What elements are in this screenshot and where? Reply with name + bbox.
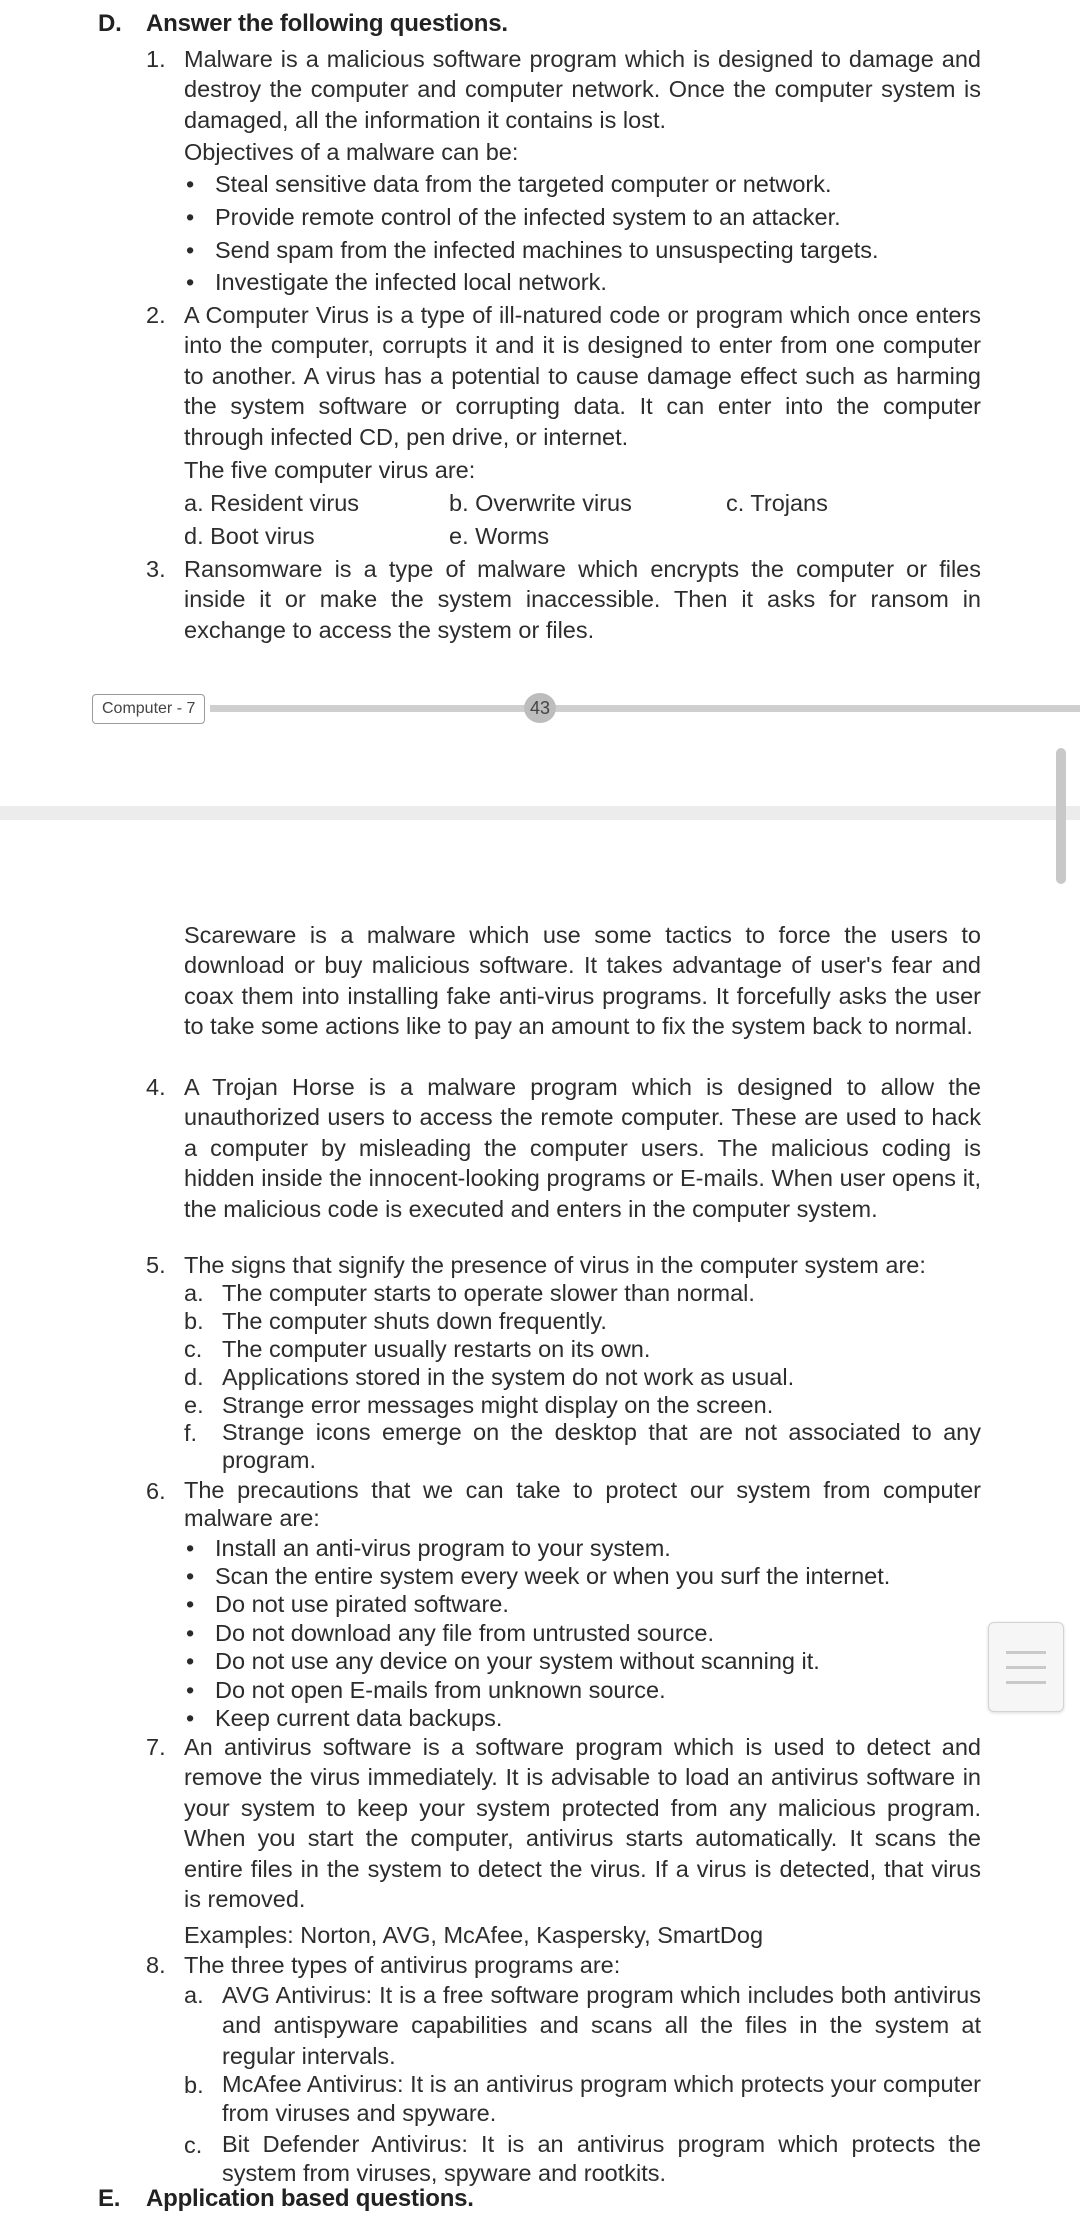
q7-answer: An antivirus software is a software program which is used to detect and remove the virus immediately. It is advisable to load an antivirus software in your system to keep your system protected from any malicious program. When you start the computer, antivirus starts automatically. It scans the entire files in the system to detect the virus. If a virus is detected, that virus is removed.: [184, 1734, 981, 1913]
bullet-icon: •: [186, 1705, 195, 1731]
list-letter: a.: [184, 1280, 204, 1306]
list-letter: d.: [184, 1364, 204, 1390]
q3-answer: Ransomware is a type of malware which encrypts the computer or files inside it or make the system inaccessible. Then it asks for ransom in exchange to access the system or files.: [184, 556, 981, 643]
bullet-icon: •: [186, 171, 195, 197]
q7-number: 7.: [146, 1734, 166, 1760]
list-letter: f.: [184, 1420, 198, 1446]
bullet-icon: •: [186, 204, 195, 230]
bullet-icon: •: [186, 1535, 195, 1561]
virus-item: e. Worms: [449, 523, 550, 549]
list-letter: e.: [184, 1392, 204, 1418]
menu-line-icon: [1006, 1666, 1046, 1669]
section-letter: D.: [98, 10, 122, 37]
q8-number: 8.: [146, 1952, 166, 1978]
bullet-icon: •: [186, 1648, 195, 1674]
virus-item: c. Trojans: [726, 490, 828, 516]
q7-examples: Examples: Norton, AVG, McAfee, Kaspersky, SmartDog: [184, 1922, 764, 1948]
virus-item: a. Resident virus: [184, 490, 360, 516]
menu-line-icon: [1006, 1681, 1046, 1684]
section-e-heading: [98, 2185, 474, 2213]
bullet-icon: •: [186, 1591, 195, 1617]
section-d-heading: [98, 10, 508, 38]
footer-rule: [210, 705, 1080, 712]
list-letter: b.: [184, 2072, 204, 2098]
bullet-icon: •: [186, 237, 195, 263]
q4-number: 4.: [146, 1074, 166, 1100]
page-separator: [0, 806, 1080, 820]
q2-number: 2.: [146, 302, 166, 328]
list-item: The computer usually restarts on its own.: [222, 1336, 651, 1362]
bullet-icon: •: [186, 1620, 195, 1646]
q6-answer: The precautions that we can take to protect our system from computer malware are:: [184, 1477, 981, 1531]
section-letter: E.: [98, 2185, 121, 2212]
list-item: AVG Antivirus: It is a free software program which includes both antivirus and antispyware capabilities and scans all the files in the system at regular intervals.: [222, 1982, 981, 2069]
page-number-badge: 43: [524, 693, 556, 723]
list-letter: a.: [184, 1982, 204, 2008]
menu-button[interactable]: [988, 1622, 1064, 1712]
list-item: The computer shuts down frequently.: [222, 1308, 607, 1334]
scareware-answer: Scareware is a malware which use some tactics to force the users to download or buy malicious software. It takes advantage of user's fear and coax them into installing fake anti-virus programs. It forcefully asks the user to take some actions like to pay an amount to fix the system back to normal.: [184, 922, 981, 1040]
list-item: Strange icons emerge on the desktop that are not associated to any program.: [222, 1419, 981, 1473]
q1-answer: Malware is a malicious software program which is designed to damage and destroy the computer and computer network. Once the computer system is damaged, all the information it contains is lost.: [184, 46, 981, 133]
list-item: Strange error messages might display on the screen.: [222, 1392, 774, 1418]
list-letter: b.: [184, 1308, 204, 1334]
page-43: D. Answer the following questions. 1. Malware is a malicious software program which is designed to damage and destroy the computer and computer network. Once the computer system is damaged, all the information it contains is lost. Objectives of a malware can be: • Steal sensitive data from the targeted computer or network. • Provide remote control of the infected system to an attacker. • Send spam from the infected machines to unsuspecting targets. • Investigate the infected local network. 2. A Computer Virus is a type of ill-natured code or program which once enters into the computer, corrupts it and it is designed to enter from one computer to another. A virus has a potential to cause damage effect such as harming the system software or corrupting data. It can enter into the computer through infected CD, pen drive, or internet. The five computer virus are: a. Resident virus b. Overwrite virus c. Trojans d. Boot virus e. Worms 3. Ransomware is a type of malware which encrypts the computer or files inside it or make the system inaccessible. Then it asks for ransom in exchange to access the system or files. Computer - 7 43: [0, 0, 1080, 760]
menu-line-icon: [1006, 1651, 1046, 1654]
scrollbar-thumb[interactable]: [1056, 748, 1066, 884]
section-title: Application based questions.: [146, 2185, 474, 2212]
q1-subheading: Objectives of a malware can be:: [184, 139, 519, 165]
list-item: The computer starts to operate slower than normal.: [222, 1280, 755, 1306]
q8-answer: The three types of antivirus programs are:: [184, 1952, 621, 1978]
virus-item: d. Boot virus: [184, 523, 315, 549]
q6-number: 6.: [146, 1478, 166, 1504]
list-letter: c.: [184, 2132, 203, 2158]
bullet-icon: •: [186, 269, 195, 295]
bullet-icon: •: [186, 1563, 195, 1589]
q5-answer: The signs that signify the presence of virus in the computer system are:: [184, 1252, 926, 1278]
virus-item: b. Overwrite virus: [449, 490, 632, 516]
list-item: Bit Defender Antivirus: It is an antivirus program which protects the system from viruses, spyware and rootkits.: [222, 2131, 981, 2186]
q1-number: 1.: [146, 46, 166, 72]
q5-number: 5.: [146, 1252, 166, 1278]
bullet-icon: •: [186, 1677, 195, 1703]
list-letter: c.: [184, 1336, 203, 1362]
list-item: McAfee Antivirus: It is an antivirus program which protects your computer from viruses and spyware.: [222, 2071, 981, 2126]
q3-number: 3.: [146, 556, 166, 582]
page-44: Scareware is a malware which use some tactics to force the users to download or buy malicious software. It takes advantage of user's fear and coax them into installing fake anti-virus programs. It forcefully asks the user to take some actions like to pay an amount to fix the system back to normal. 4. A Trojan Horse is a malware program which is designed to allow the unauthorized users to access the remote computer. These are used to hack a computer by misleading the computer users. The malicious coding is hidden inside the innocent-looking programs or E-mails. When user opens it, the malicious code is executed and enters in the computer system. 5. The signs that signify the presence of virus in the computer system are: a. The computer starts to operate slower than normal. b. The computer shuts down frequently. c. The computer usually restarts on its own. d. Applications stored in the system do not work as usual. e. Strange error messages might display on the screen. f. Strange icons emerge on the desktop that are not associated to any program. 6. The precautions that we can take to protect our system from computer malware are: • Install an anti-virus program to your system. • Scan the entire system every week or when you surf the internet. • Do not use pirated software. • Do not download any file from untrusted source. • Do not use any device on your system without scanning it. • Do not open E-mails from unknown source. • Keep current data backups. 7. An antivirus software is a software program which is used to detect and remove the virus immediately. It is advisable to load an antivirus software in your system to keep your system protected from any malicious program. When you start the computer, antivirus starts automatically. It scans the entire files in the system to detect the virus. If a virus is detected, that virus is removed. Examples: Norton, AVG, McAfee, Kaspersky, SmartDog 8. The three types of antivirus programs are: a. AVG Antivirus: It is a free software program which includes both antivirus and antispyware capabilities and scans all the files in the system at regular intervals. b. McAfee Antivirus: It is an antivirus program which protects your computer from viruses and spyware. c. Bit Defender Antivirus: It is an antivirus program which protects the system from viruses, spyware and rootkits. E. Application based questions.: [0, 820, 1080, 2193]
list-item: Applications stored in the system do not work as usual.: [222, 1364, 795, 1390]
q2-subheading: The five computer virus are:: [184, 457, 476, 483]
q2-answer: A Computer Virus is a type of ill-natured code or program which once enters into the computer, corrupts it and it is designed to enter from one computer to another. A virus has a potential to cause damage effect such as harming the system software or corrupting data. It can enter into the computer through infected CD, pen drive, or internet.: [184, 302, 981, 450]
q4-answer: A Trojan Horse is a malware program which is designed to allow the unauthorized users to access the remote computer. These are used to hack a computer by misleading the computer users. The malicious coding is hidden inside the innocent-looking programs or E-mails. When user opens it, the malicious code is executed and enters in the computer system.: [184, 1074, 981, 1222]
book-tag: Computer - 7: [92, 694, 205, 724]
section-title: Answer the following questions.: [146, 10, 508, 37]
